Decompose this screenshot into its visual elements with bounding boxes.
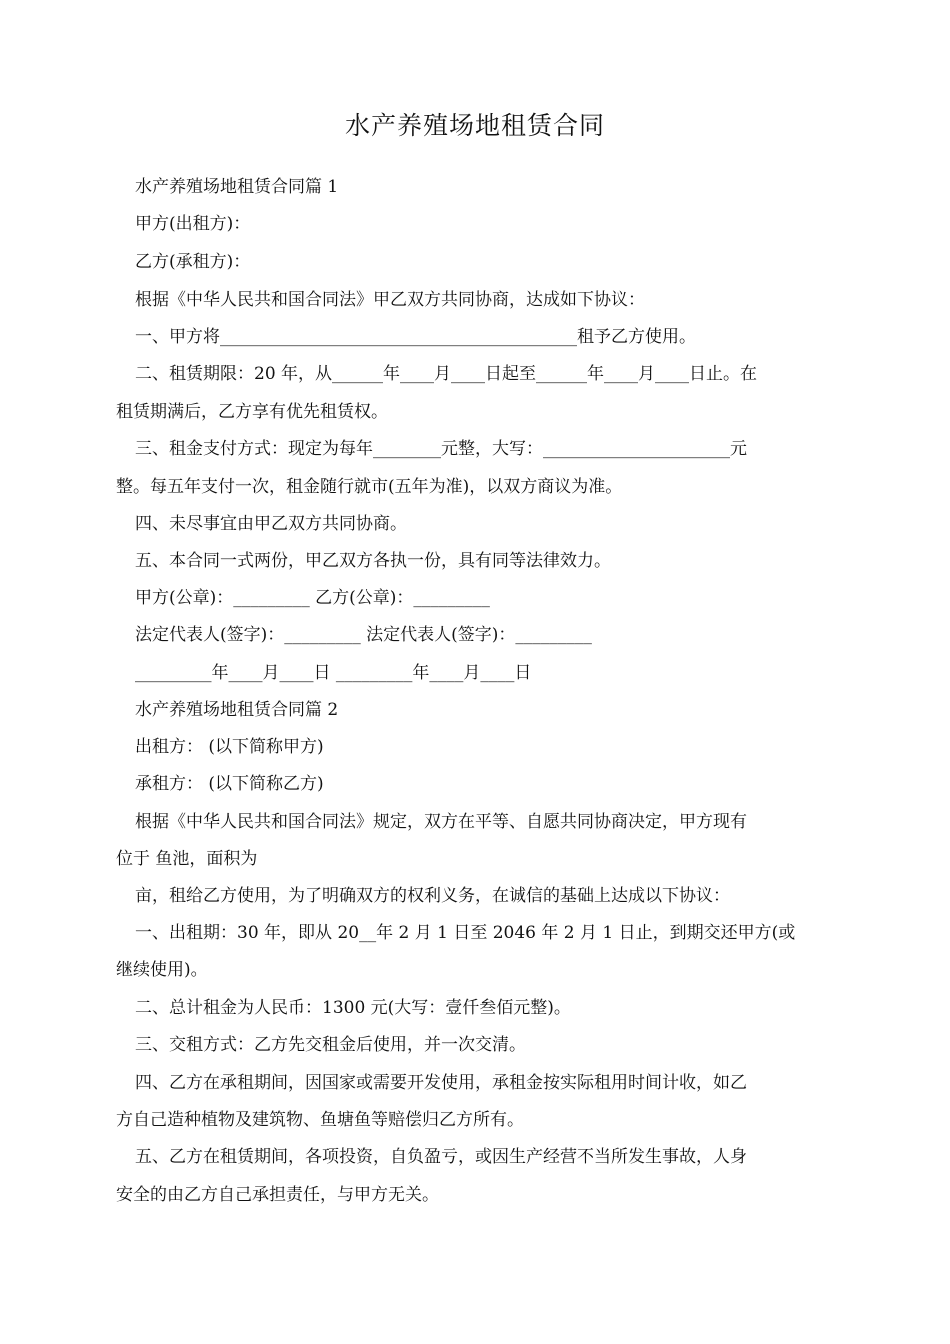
date-line: _________年____月____日 _________年____月____日 [135, 663, 532, 683]
paragraph-line: 根据《中华人民共和国合同法》甲乙双方共同协商，达成如下协议： [135, 290, 645, 310]
paragraph-line: 二、租赁期限：20 年，从______年____月____日起至______年____月____日止。在 [135, 364, 758, 384]
paragraph-line: 四、未尽事宜由甲乙双方共同协商。 [135, 514, 407, 534]
signature-line: 甲方(公章)：_________ 乙方(公章)：_________ [135, 588, 490, 608]
paragraph-line: 二、总计租金为人民币：1300 元(大写：壹仟叁佰元整)。 [135, 998, 571, 1018]
paragraph-line: 承租方： (以下简称乙方) [135, 774, 324, 794]
paragraph-line: 安全的由乙方自己承担责任，与甲方无关。 [116, 1185, 439, 1205]
paragraph-line: 整。每五年支付一次，租金随行就市(五年为准)，以双方商议为准。 [116, 477, 623, 497]
paragraph-line: 位于 鱼池，面积为 [116, 849, 258, 869]
paragraph-line: 乙方(承租方)： [135, 252, 251, 272]
paragraph-line: 四、乙方在承租期间，因国家或需要开发使用，承租金按实际租用时间计收，如乙 [135, 1073, 747, 1093]
section-heading-2: 水产养殖场地租赁合同篇 2 [135, 700, 339, 720]
document-title: 水产养殖场地租赁合同 [344, 111, 605, 140]
paragraph-line: 继续使用)。 [116, 960, 208, 980]
paragraph-line: 甲方(出租方)： [135, 214, 251, 234]
paragraph-line: 三、交租方式：乙方先交租金后使用，并一次交清。 [135, 1035, 526, 1055]
paragraph-line: 亩，租给乙方使用，为了明确双方的权利义务，在诚信的基础上达成以下协议： [135, 886, 730, 906]
paragraph-line: 五、本合同一式两份，甲乙双方各执一份，具有同等法律效力。 [135, 551, 611, 571]
paragraph-line: 根据《中华人民共和国合同法》规定，双方在平等、自愿共同协商决定，甲方现有 [135, 812, 747, 832]
paragraph-line: 五、乙方在租赁期间，各项投资，自负盈亏，或因生产经营不当所发生事故，人身 [135, 1147, 747, 1167]
section-heading-1: 水产养殖场地租赁合同篇 1 [135, 177, 339, 197]
paragraph-line: 方自己造种植物及建筑物、鱼塘鱼等赔偿归乙方所有。 [116, 1110, 524, 1130]
paragraph-line: 一、出租期：30 年，即从 20__年 2 月 1 日至 2046 年 2 月 1 日止，到期交还甲方(或 [135, 923, 796, 943]
paragraph-line: 三、租金支付方式：现定为每年________元整，大写：______________________元 [135, 439, 747, 459]
paragraph-line: 租赁期满后，乙方享有优先租赁权。 [116, 402, 388, 422]
paragraph-line: 出租方： (以下简称甲方) [135, 737, 324, 757]
signature-line: 法定代表人(签字)：_________ 法定代表人(签字)：_________ [135, 625, 592, 645]
paragraph-line: 一、甲方将__________________________________________租予乙方使用。 [135, 327, 696, 347]
